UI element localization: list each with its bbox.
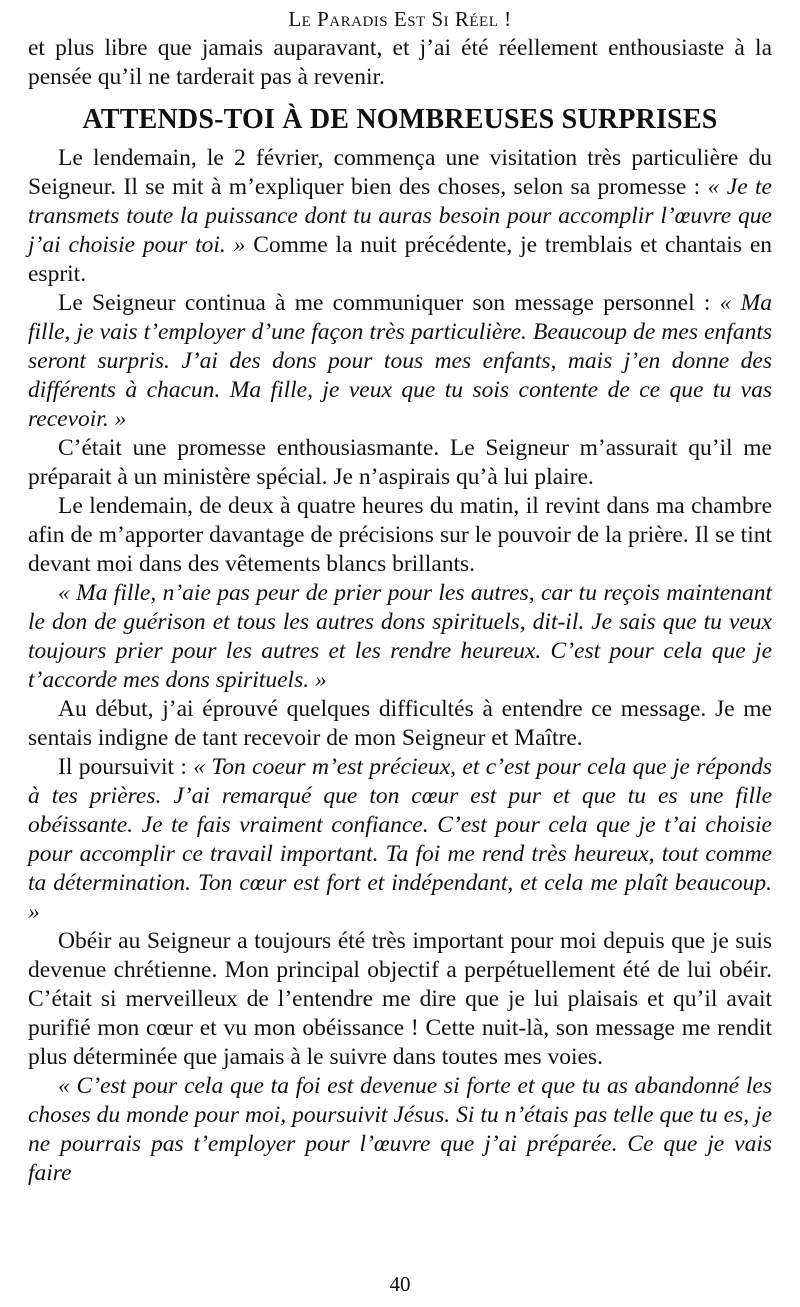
body-text: [28, 34, 772, 1188]
paragraph: [28, 753, 772, 927]
quote-paragraph: « Ma fille, n’aie pas peur de prier pour les autres, car tu reçois maintenant le don de guérison et tous les autres dons spirituels, dit-il. Je sais que tu veux toujours prier pour les autres et les rendre heureux. C’est pour cela que je t’accorde mes dons spirituels. »: [28, 580, 772, 693]
paragraph-text: Le lendemain, le 2 février, commença une visitation très particulière du Seigneur. Il se mit à m’expliquer bien des choses, selon sa promesse :: [28, 145, 772, 200]
quote-paragraph: « C’est pour cela que ta foi est devenue si forte et que tu as abandonné les choses du monde pour moi, poursuivit Jésus. Si tu n’étais pas telle que tu es, je ne pourrais pas t’employer pour l’œuvre que j’ai préparée. Ce que je vais faire: [28, 1073, 772, 1186]
paragraph: C’était une promesse enthousiasmante. Le Seigneur m’assurait qu’il me préparait à un ministère spécial. Je n’aspirais qu’à lui plaire.: [28, 435, 772, 490]
running-head: Le Paradis Est Si Réel !: [288, 7, 512, 31]
paragraph-continuation: et plus libre que jamais auparavant, et j’ai été réellement enthousiaste à la pensée qu’il ne tarderait pas à revenir.: [28, 35, 772, 90]
quote-text: « Ma fille, je vais t’employer d’une façon très particulière. Beaucoup de mes enfants seront surpris. J’ai des dons pour tous mes enfants, mais j’en donne des différents à chacun. Ma fille, je veux que tu sois contente de ce que tu vas recevoir. »: [28, 290, 772, 432]
section-heading: ATTENDS-TOI À DE NOMBREUSES SURPRISES: [82, 104, 718, 135]
quote-text: « Je te transmets toute la puissance dont tu auras besoin pour accomplir l’œuvre que j’ai choisie pour toi. »: [28, 174, 772, 258]
paragraph-text: Le Seigneur continua à me communiquer son message personnel :: [58, 290, 720, 316]
paragraph: [28, 144, 772, 289]
quote-text: « Ton coeur m’est précieux, et c’est pour cela que je réponds à tes prières. J’ai remarqué que ton cœur est pur et que tu es une fille obéissante. Je te fais vraiment confiance. C’est pour cela que je t’ai choisie pour accomplir ce travail important. Ta foi me rend très heureux, tout comme ta détermination. Ton cœur est fort et indépendant, et cela me plaît beaucoup. »: [28, 754, 772, 925]
paragraph: Le lendemain, de deux à quatre heures du matin, il revint dans ma chambre afin de m’apporter davantage de précisions sur le pouvoir de la prière. Il se tint devant moi dans des vêtements blancs brillants.: [28, 493, 772, 577]
paragraph-text: Il poursuivit :: [58, 754, 194, 780]
book-page: [28, 0, 772, 1307]
paragraph-text: Comme la nuit précédente, je tremblais et chantais en esprit.: [28, 232, 772, 287]
page-number: 40: [389, 1272, 411, 1296]
paragraph: [28, 289, 772, 434]
paragraph: Au début, j’ai éprouvé quelques difficultés à entendre ce message. Je me sentais indigne de tant recevoir de mon Seigneur et Maître.: [28, 696, 772, 751]
paragraph: Obéir au Seigneur a toujours été très important pour moi depuis que je suis devenue chrétienne. Mon principal objectif a perpétuellement été de lui obéir. C’était si merveilleux de l’entendre me dire que je lui plaisais et qu’il avait purifié mon cœur et vu mon obéissance ! Cette nuit-là, son message me rendit plus déterminée que jamais à le suivre dans toutes mes voies.: [28, 928, 772, 1070]
